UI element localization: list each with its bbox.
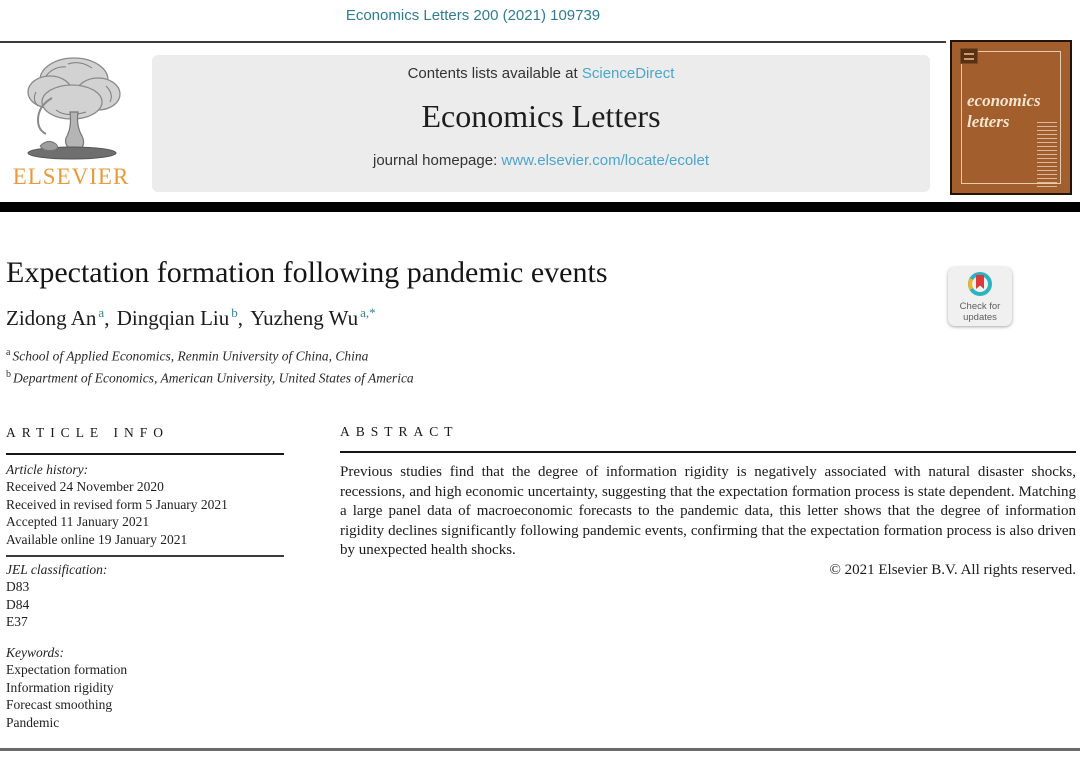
article-history-label: Article history: [6,461,89,477]
affiliation-entry: $^b$ Department of Economics, American University, United States of America [6,368,414,385]
history-entry: Available online 19 January 2021 [6,531,188,547]
homepage-line [152,152,930,169]
article-title: Expectation formation following pandemic events [6,256,608,289]
history-entry: Received 24 November 2020 [6,479,164,494]
elsevier-wordmark: ELSEVIER [12,164,130,189]
journal-title: Economics Letters [421,98,661,134]
header-top-rule [0,41,946,43]
cover-editor-list-texture [1037,122,1057,188]
contents-line [152,65,930,82]
history-entry: Received in revised form 5 January 2021 [6,496,228,512]
jel-code: E37 [6,614,28,629]
jel-label: JEL classification: [6,561,108,577]
keywords-label: Keywords: [6,644,64,660]
header-divider-bar [0,202,1080,212]
keyword: Forecast smoothing [6,697,113,712]
elsevier-logo [6,50,136,195]
author-affiliation-mark: b [231,305,238,320]
copyright-line: © 2021 Elsevier B.V. All rights reserved. [829,561,1076,578]
contents-prefix: Contents lists available at [407,65,582,82]
jel-code: D84 [6,596,30,612]
check-for-updates-icon [967,271,993,297]
page-bottom-rule [0,748,1080,751]
article-history-block [6,461,306,549]
abstract-heading: ABSTRACT [340,424,459,439]
keyword: Information rigidity [6,679,114,695]
jel-code: D83 [6,579,30,594]
author-affiliation-mark: a,* [360,305,376,320]
article-info-column [6,424,306,731]
author-line: Zidong An $^a$, Dingqian Liu $^b$, Yuzheng Wu $^{a,*}$ [6,305,376,330]
keywords-block [6,644,306,732]
author-name: Dingqian Liu [116,306,230,330]
check-for-updates-label: Check for updates [959,301,1001,323]
cover-title-line1: economics [967,91,1041,110]
cover-title-line2: letters [967,112,1010,131]
homepage-prefix: journal homepage: [372,152,502,169]
abstract-rule [340,451,1076,453]
sciencedirect-link[interactable]: ScienceDirect [581,65,675,82]
elsevier-tree-icon [12,50,130,166]
author-affiliation-mark: a [98,305,105,320]
article-info-heading: ARTICLE INFO [6,425,170,440]
keyword: Expectation formation [6,662,128,677]
cover-publisher-mark-icon [960,48,978,64]
jel-block [6,561,306,631]
cover-journal-title [967,90,1041,132]
journal-citation: Economics Letters 200 (2021) 109739 [345,7,601,24]
article-info-rule [6,453,284,455]
affiliation-list [6,344,414,387]
abstract-column [340,424,1076,579]
journal-cover-thumbnail [950,40,1072,195]
journal-homepage-link[interactable]: www.elsevier.com/locate/ecolet [501,152,710,169]
keyword: Pandemic [6,714,60,730]
author-name: Yuzheng Wu [250,306,359,330]
article-info-divider [6,555,284,557]
author-name: Zidong An [6,306,97,330]
abstract-text: Previous studies find that the degree of information rigidity is negatively associated with natural disaster shocks, recessions, and high economic uncertainty, suggesting that the expectation formation process is state dependent. Matching a large panel data of macroeconomic forecasts to the pandemic data, this letter shows that the degree of information rigidity declines significantly following pandemic events, confirming that the expectation formation process is also driven by unexpected health shocks. [340,464,1076,558]
check-for-updates-badge[interactable] [948,267,1012,326]
spacer [6,631,306,644]
journal-banner [152,55,930,192]
affiliation-entry: $^a$ School of Applied Economics, Renmin University of China, China [6,347,369,364]
history-entry: Accepted 11 January 2021 [6,514,150,529]
